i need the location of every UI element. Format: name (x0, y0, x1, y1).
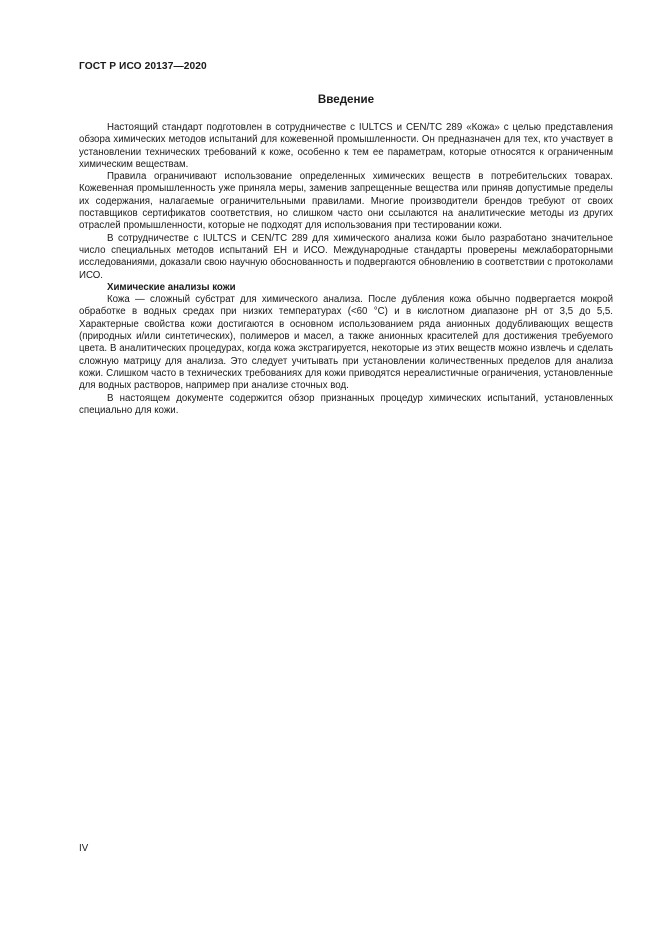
section-title-introduction: Введение (317, 93, 375, 106)
document-identifier: ГОСТ Р ИСО 20137—2020 (79, 61, 207, 72)
subsection-heading-chemical-analysis: Химические анализы кожи (107, 281, 236, 293)
intro-paragraph: Настоящий стандарт подготовлен в сотрудничестве с IULTCS и CEN/TC 289 «Кожа» с целью представления обзора химических методов испытаний для кожевенной промышленности. Он предназначен для тех, кто участвует в установлении технических требований к коже, особенно к тем ее параметрам, которые относятся к ограниченным химическим веществам. (79, 122, 613, 170)
page-number: IV (79, 843, 89, 854)
chemical-analysis-paragraph: Кожа — сложный субстрат для химического анализа. После дубления кожа обычно подвергается мокрой обработке в водных средах при низких температурах (<60 °С) и в кислотном диапазоне pH от 3,5 до 5,5. Характерные свойства кожи достигаются в основном использованием ряда анионных додубливающих веществ (природных и/или синтетических), полимеров и масел, а также анионных красителей для достижения требуемого цвета. В аналитических процедурах, когда кожа экстрагируется, некоторые из этих веществ можно извлечь и сделать сложную матрицу для анализа. Это следует учитывать при установлении количественных пределов для анализа кожи. Слишком часто в технических требованиях для кожи приводятся нереалистичные ограничения, установленные для водных растворов, например при анализе сточных вод. (79, 294, 613, 392)
intro-paragraph: В сотрудничестве с IULTCS и CEN/TC 289 для химического анализа кожи было разработано значительное число специальных методов испытаний ЕН и ИСО. Международные стандарты проверены межлабораторными исследованиями, доказали свою научную обоснованность и подвергаются обновлению в соответствии с протоколами ИСО. (79, 232, 613, 281)
body-text (79, 122, 613, 417)
intro-paragraph: Правила ограничивают использование определенных химических веществ в потребительских товарах. Кожевенная промышленность уже приняла меры, заменив запрещенные вещества или приняв допустимые пределы их содержания, налагаемые ограничительными правилами. Многие производители брендов требуют от своих поставщиков сертификатов соответствия, но слишком часто они ссылаются на аналитические методы из других отраслей промышленности, которые не подходят для использования при тестировании кожи. (79, 171, 613, 232)
chemical-analysis-paragraph: В настоящем документе содержится обзор признанных процедур химических испытаний, установленных специально для кожи. (79, 392, 613, 416)
